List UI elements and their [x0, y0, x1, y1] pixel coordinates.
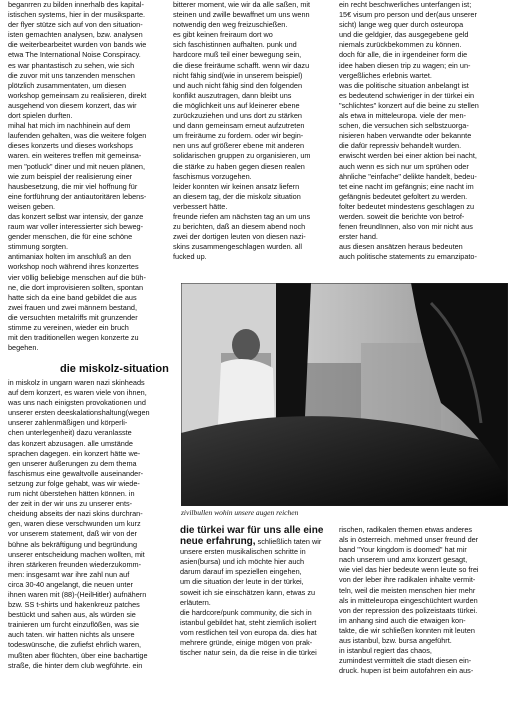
text-line: die stärke zu haben gegen diesen realen — [173, 161, 305, 171]
text-line: was uns nach einigsten provokationen und — [8, 398, 146, 408]
text-line: weisen geben. — [8, 201, 56, 211]
text-line: erster hand. — [339, 232, 378, 242]
text-line: 15€ visum pro person und der(aus unserer — [339, 10, 477, 20]
text-line: dieses konzerts und dieses workshops — [8, 141, 133, 151]
text-line: die diese freiräume schafft. wenn wir dazu — [173, 60, 310, 70]
section-heading-miskolz: die miskolz-situation — [60, 363, 169, 375]
text-line: eine fortführung der antiautoritären lebens- — [8, 191, 147, 201]
text-line: tischer natur sein, da die reise in die türkei — [180, 648, 317, 658]
text-line: ausgehend von diesem konzert, das wir — [8, 100, 137, 110]
text-line: straße, die hinter dem club wegführte. ein — [8, 660, 143, 670]
text-line: nen uns auf größerer ebene mit anderen — [173, 141, 305, 151]
text-line: soweit ich sie einschätzen kann, etwas zu — [180, 587, 316, 597]
text-line: bühne als bekräftigung und begründung — [8, 539, 138, 549]
text-line: die möglichkeit uns auf kleinerer ebene — [173, 100, 300, 110]
text-line: faschismus vorzugehen. — [173, 171, 252, 181]
text-line: die weiterbearbeitet wurden von bands wie — [8, 40, 147, 50]
section-heading-tuerkei: die türkei war für uns alle eine neue erfahrung, — [180, 525, 324, 548]
text-line: ähnliche "einfache" delikte handelt, bedeu- — [339, 171, 477, 181]
text-line: notwendig den weg freizuschießen. — [173, 20, 288, 30]
text-line: etwa The International Noise Conspiracy. — [8, 50, 141, 60]
text-line: vergeßliches erlebnis wartet. — [339, 70, 432, 80]
text-line: laufenden gehalten, was die weitere folgen — [8, 131, 147, 141]
text-line: folter bedeutet mindestens geschlagen zu — [339, 201, 475, 211]
text-line: druck. hupen ist beim autofahren ein aus- — [339, 666, 474, 676]
text-line: freunde riefen am nächsten tag an um uns — [173, 211, 311, 221]
text-line: niemals zurückbekommen zu können. — [339, 40, 462, 50]
text-line: gefängnis bedeutet gefoltert zu werden. — [339, 191, 468, 201]
text-line: die zuvor mit uns tanzenden menschen — [8, 70, 135, 80]
text-line: doch für alle, die in irgendeiner form die — [339, 50, 468, 60]
column-2-bottom — [180, 525, 330, 658]
text-line: antimaniax holten im anschluß an den — [8, 252, 131, 262]
text-line: workshop noch während ihres konzertes — [8, 262, 139, 272]
text-line: todeswünsche, die zufiefst ehrlich waren, — [8, 640, 142, 650]
text-line: von der leber ihre radikalen inhalte vermit- — [339, 575, 476, 585]
text-line: aus istanbul, bzw. bursa angeführt. — [339, 636, 452, 646]
column-2-bottom-lines — [180, 547, 330, 658]
text-line: im anhang sind auch die etwaigen kon- — [339, 615, 466, 625]
text-line: es bedeutend schwieriger in der türkei ein — [339, 90, 475, 100]
text-line: die versuchten metalriffs mit grunzender — [8, 312, 138, 322]
text-line: um die situation der leute in der türkei, — [180, 577, 304, 587]
text-line: gen, waren diese verschwunden um kurz — [8, 519, 141, 529]
text-line: idee haben diesen trip zu wagen; ein un- — [339, 60, 471, 70]
text-line: an diesem tag, der die miskolz situation — [173, 191, 301, 201]
text-line: istischen systems, hier in der musiksparte. — [8, 10, 146, 20]
text-line: schließlich taten wir — [257, 537, 322, 547]
text-line: es war phantastisch zu sehen, wie sich — [8, 60, 135, 70]
text-line: zu berichten, daß an diesem abend noch — [173, 222, 306, 232]
column-1-top — [8, 0, 168, 353]
column-3-bottom — [339, 525, 507, 676]
text-line: wie viel das hier bedeute wenn leute so frei — [339, 565, 479, 575]
text-line: nisieren haben verwandte oder bekannte — [339, 131, 472, 141]
column-3-top — [339, 0, 507, 262]
text-line: istanbul gebildet hat, steht ziemlich isoliert — [180, 617, 317, 627]
text-line: cheidung abseits der nazi skins durchran- — [8, 509, 143, 519]
text-line: plötzlich zusammentaten, um diesen — [8, 80, 127, 90]
text-line: gender menschen, die für eine schöne — [8, 232, 133, 242]
text-line: hardcore muß teil einer bewegung sein, — [173, 50, 302, 60]
text-line: setzung zur folge gehabt, was wir wiede- — [8, 478, 140, 488]
text-line: es gibt keinen freiraum dort wo — [173, 30, 273, 40]
text-line: teln, weil die meisten menschen hier mehr — [339, 585, 476, 595]
text-line: dort spielen durften. — [8, 111, 73, 121]
text-line: solidarischen gruppen zu organisieren, um — [173, 151, 311, 161]
text-line: als in österreich. mehmed unser freund der — [339, 535, 479, 545]
text-line: asien(bursa) und ich möchte hier auch — [180, 557, 305, 567]
text-line: sicht) lange weg quer durch osteuropa — [339, 20, 464, 30]
photo-caption: zivilbullen wohin unsere augen reichen — [181, 508, 299, 517]
text-line: mit den traditionellen wegen konzerte zu — [8, 333, 139, 343]
text-line: auch taten. wir hatten nichts als unsere — [8, 630, 135, 640]
text-line: "schlichtes" konzert auf die beine zu stellen — [339, 100, 479, 110]
text-line: men "potluck" diner und mit neuen plänen, — [8, 161, 146, 171]
text-line: chen unterlegenheit) dazu veranlasste — [8, 428, 132, 438]
text-line: auch wenn es sich nur um sprühen oder — [339, 161, 469, 171]
text-line: die hardcore/punk community, die sich in — [180, 607, 312, 617]
text-line: konflikt auszutragen, dann bleibt uns — [173, 90, 292, 100]
text-line: steinen und zwille bewaffnet um uns wenn — [173, 10, 310, 20]
column-1-bottom — [8, 378, 168, 671]
text-line: erwischt werden bei einer aktion bei nacht, — [339, 151, 477, 161]
text-line: um freiräume zu fordern. oder wir begin- — [173, 131, 304, 141]
text-line: schen, die versuchen sich selbstzuorga- — [339, 121, 469, 131]
text-line: mihal hat mich im nachhinein auf dem — [8, 121, 131, 131]
text-line: und auch nicht fähig sind den folgenden — [173, 80, 303, 90]
text-line: sprachen dagegen. ein konzert hätte we- — [8, 448, 141, 458]
column-2-top — [173, 0, 333, 262]
text-line: men: insgesamt war ihre zahl nun auf — [8, 569, 130, 579]
text-line: und dann gemeinsam erneut aufzutreten — [173, 121, 305, 131]
text-line: zumindest vermittelt die stadt diesen ein- — [339, 656, 472, 666]
text-line: bestückt und sahen aus, als würden sie — [8, 610, 136, 620]
text-line: tet eine nacht im gefängnis; eine nacht im — [339, 181, 474, 191]
text-line: erläutern. — [180, 597, 211, 607]
text-line: was die politische situation anbelangt ist — [339, 80, 469, 90]
text-line: fenen freundInnen, also von mir nicht aus — [339, 222, 473, 232]
text-line: die dafür repressiv behandelt wurden. — [339, 141, 462, 151]
text-line: aus diesen ansätzen heraus bedeuten — [339, 242, 463, 252]
text-line: wie zum beispiel der realisierung einer — [8, 171, 133, 181]
text-line: leider konnten wir keinen ansatz liefern — [173, 181, 300, 191]
text-line: hausbesetzung, die mir viel hoffnung für — [8, 181, 138, 191]
text-line: stimmung sorgten. — [8, 242, 69, 252]
text-line: gen unserer äußerungen zu dem thema — [8, 458, 137, 468]
text-line: ihren stärkeren freunden wiederzukomm- — [8, 559, 142, 569]
text-line: zurückzuziehen und uns dort zu stärken — [173, 111, 302, 121]
text-line: vor unserem statement, daß wir von der — [8, 529, 137, 539]
text-line: und die geldgier, das ausgegebene geld — [339, 30, 469, 40]
text-line: mehrere gründe, einige mögen von prak- — [180, 638, 313, 648]
text-line: circa 30-40 angelangt, die neuen unter — [8, 579, 133, 589]
text-line: verbessert hätte. — [173, 201, 228, 211]
text-line: unserer zahlenmäßigen und körperli- — [8, 418, 128, 428]
text-line: mußten aber flüchten, über eine bachartige — [8, 650, 148, 660]
text-line: zwei frauen und zwei männern bestand, — [8, 302, 137, 312]
text-line: auch politische statements zu emanzipato- — [339, 252, 477, 262]
text-line: workshop gemeinsam zu realisieren, direkt — [8, 90, 147, 100]
text-line: sich faschistinnen aufhalten. punk und — [173, 40, 297, 50]
text-line: trainieren um furcht einzuflößen, was sie — [8, 620, 139, 630]
text-line: hatte sich da eine band gebildet die aus — [8, 292, 137, 302]
text-line: nach unserem und amx konzert gesagt, — [339, 555, 468, 565]
text-line: isten gemachten analysen, bzw. analysen — [8, 30, 143, 40]
car-window-photo — [181, 283, 508, 506]
text-line: werden. soweit die berichte von betrof- — [339, 211, 465, 221]
text-line: auf dem konzert, es waren viele von ihnen, — [8, 388, 147, 398]
text-line: fucked up. — [173, 252, 207, 262]
text-line: unsere ersten musikalischen schritte in — [180, 547, 306, 557]
text-line: ein recht beschwerliches unterfangen ist; — [339, 0, 472, 9]
text-line: raum war voller interessierter sich beweg- — [8, 222, 144, 232]
text-line: in miskolz in ungarn waren nazi skinheads — [8, 378, 145, 387]
text-line: ihnen waren mit (88)-(HeilHitler) aufnähern — [8, 589, 147, 599]
text-line: ne, die dort improvisieren sollten, spontan — [8, 282, 144, 292]
text-line: rischen, radikalen themen etwas anderes — [339, 525, 473, 534]
text-line: vier völlig beliebige menschen auf die büh- — [8, 272, 146, 282]
text-line: als etwa in mitteleuropa. viele der men- — [339, 111, 466, 121]
text-line: der zeit in der wir uns zu unserer ents- — [8, 499, 133, 509]
text-line: takte, die wir schließen konnten mit leuten — [339, 625, 475, 635]
text-line: skins zusammengeschlagen wurden. all — [173, 242, 302, 252]
text-line: band "Your kingdom is doomed" hat mir — [339, 545, 467, 555]
text-line: unserer entscheidung machen wollten, mit — [8, 549, 145, 559]
text-line: begehen. — [8, 343, 39, 353]
text-line: zwei der dortigen leuten von diesen nazi- — [173, 232, 306, 242]
text-line: als in mitteleuropa eingeschüchtert wurden — [339, 595, 478, 605]
text-line: faschismus eine gewaltvolle auseinander- — [8, 468, 144, 478]
text-line: der flyer stütze sich auf von den situation- — [8, 20, 143, 30]
text-line: unserer ersten deeskalationshaltung(wegen — [8, 408, 150, 418]
text-line: waren. ein weiteres treffen mit gemeinsa- — [8, 151, 142, 161]
text-line: nicht fähig sind(wie in unserem beispiel) — [173, 70, 303, 80]
text-line: bitterer moment, wie wir da alle saßen, mit — [173, 0, 311, 9]
text-line: das konzert selbst war intensiv, der ganze — [8, 211, 144, 221]
text-line: stimme zu vereinen, wieder ein bruch — [8, 323, 129, 332]
text-line: vom restlichen teil von europa da. dies hat — [180, 627, 317, 637]
text-line: in istanbul regiert das chaos, — [339, 646, 432, 656]
text-line: darum darauf im speziellen eingehen, — [180, 567, 302, 577]
text-line: beganrren zu bilden innerhalb des kapital- — [8, 0, 144, 9]
text-line: das konzert abzusagen. alle umstände — [8, 438, 133, 448]
text-line: rum nicht überstehen hätten können. in — [8, 489, 135, 499]
text-line: von der repression des polizeistaats türkei. — [339, 605, 478, 615]
text-line: bzw. SS t-shirts und hakenkreuz patches — [8, 600, 140, 610]
